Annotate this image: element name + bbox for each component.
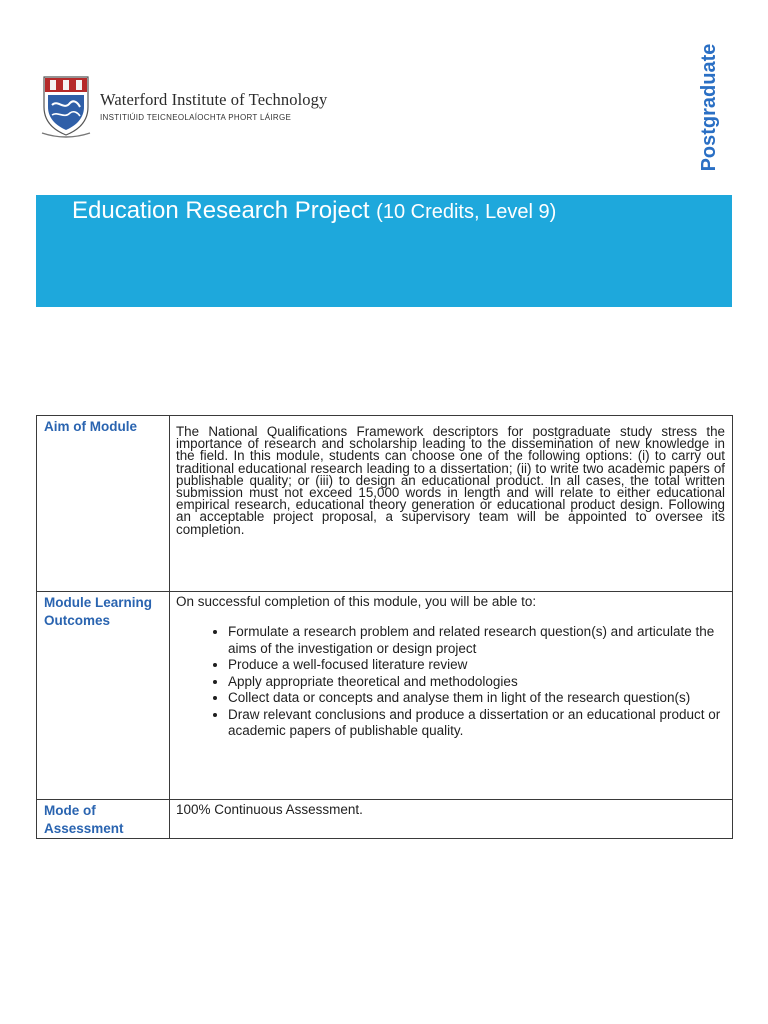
aim-content [170,416,733,592]
module-credits: (10 Credits, Level 9) [376,201,557,223]
module-details-table [36,415,733,839]
list-item: • Apply appropriate theoretical and methodologies [228,674,725,691]
postgraduate-label: Postgraduate [698,43,720,172]
assessment-label: Mode of Assessment [37,800,170,839]
table-row-outcomes [37,592,733,800]
crest-icon [40,73,92,139]
outcomes-content [170,592,733,800]
title-banner [36,195,732,307]
list-item: • Produce a well-focused literature review [228,657,725,674]
aim-text: The National Qualifications Framework descriptors for postgraduate study stress the importance of research and scholarship leading to the dissemination of new knowledge in the field. In this module, students can choose one of the following options: (i) to carry out traditional educational research leading to a dissertation; (ii) to write two academic papers of publishable quality; or (iii) to design an educational product. In all cases, the total written submission must not exceed 15,000 words in length and will relate to either educational empirical research, educational theory generation or educational product design. Following an acceptable project proposal, a supervisory team will be appointed to oversee its completion. [176,424,725,537]
page-title [72,197,556,225]
aim-label: Aim of Module [37,416,170,592]
module-title: Education Research Project [72,197,370,224]
list-item: • Draw relevant conclusions and produce a dissertation or an educational product or academic papers of publishable quality. [228,707,725,740]
institute-name: Waterford Institute of Technology [100,90,328,109]
institute-name-irish: INSTITIÚID TEICNEOLAÍOCHTA PHORT LÁIRGE [100,113,292,122]
table-row-assessment [37,800,733,839]
outcomes-list [176,624,725,740]
list-item: • Collect data or concepts and analyse them in light of the research question(s) [228,690,725,707]
table-row-aim [37,416,733,592]
assessment-content [170,800,733,839]
list-item: • Formulate a research problem and related research question(s) and articulate the aims of the investigation or design project [228,624,725,657]
outcomes-intro: On successful completion of this module, you will be able to: [176,594,537,609]
outcomes-label: Module Learning Outcomes [37,592,170,800]
assessment-text: 100% Continuous Assessment. [176,802,363,817]
institute-logo [40,68,355,144]
